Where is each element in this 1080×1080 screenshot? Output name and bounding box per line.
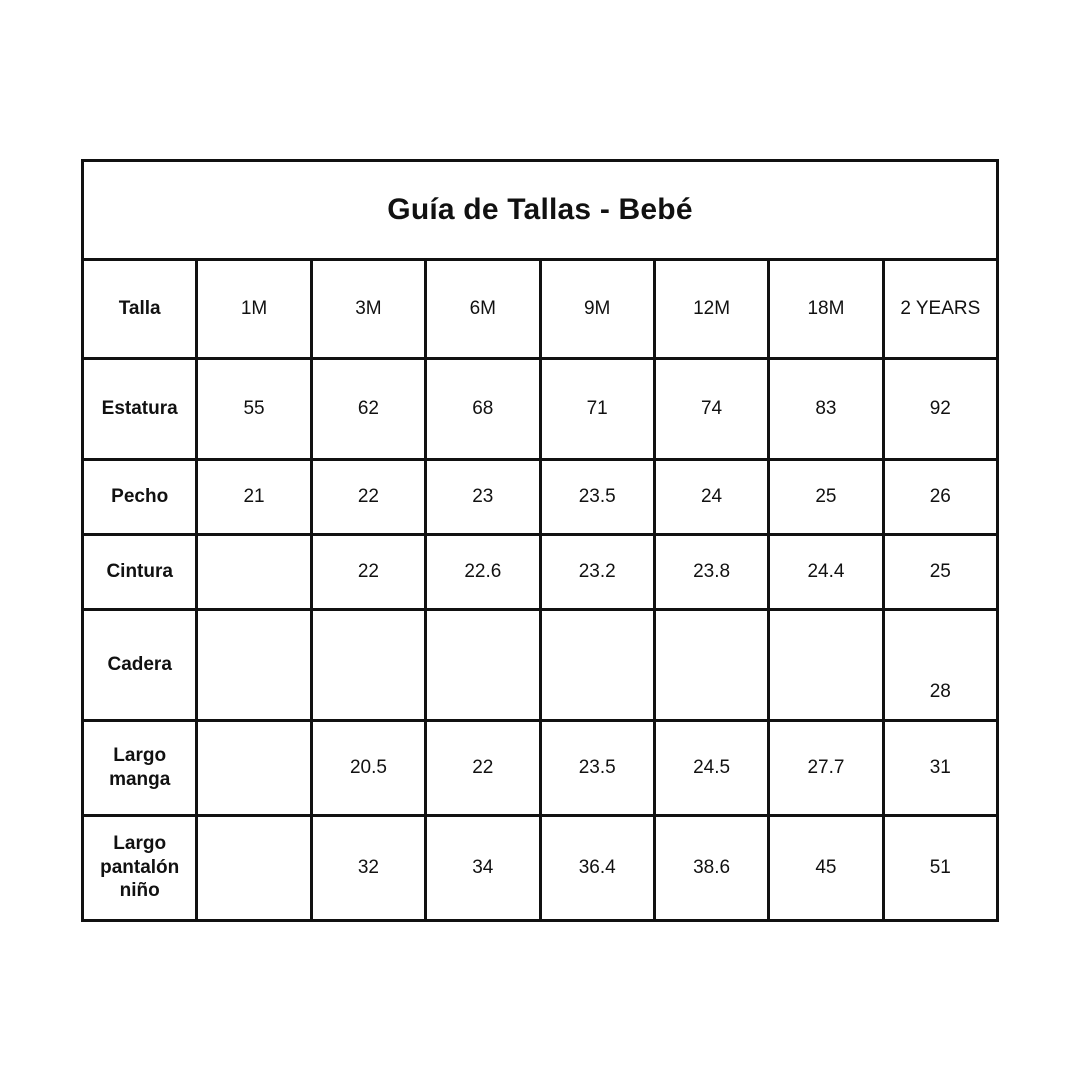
cell-largo-manga-3m: 20.5 (311, 720, 425, 815)
header-size-6m: 6M (426, 259, 540, 358)
header-size-18m: 18M (769, 259, 883, 358)
row-label-pecho: Pecho (83, 459, 197, 534)
cell-pecho-9m: 23.5 (540, 459, 654, 534)
cell-cadera-2years: 28 (883, 609, 997, 720)
table-row (83, 609, 998, 720)
cell-cintura-12m: 23.8 (654, 534, 768, 609)
table-row (83, 459, 998, 534)
cell-estatura-3m: 62 (311, 358, 425, 459)
cell-largo-pantalon-9m: 36.4 (540, 815, 654, 920)
cell-estatura-9m: 71 (540, 358, 654, 459)
cell-largo-pantalon-3m: 32 (311, 815, 425, 920)
cell-largo-manga-1m (197, 720, 311, 815)
cell-cintura-1m (197, 534, 311, 609)
row-label-cadera: Cadera (83, 609, 197, 720)
table-row (83, 815, 998, 920)
cell-pecho-12m: 24 (654, 459, 768, 534)
cell-largo-pantalon-18m: 45 (769, 815, 883, 920)
cell-largo-manga-9m: 23.5 (540, 720, 654, 815)
table-row (83, 534, 998, 609)
cell-estatura-18m: 83 (769, 358, 883, 459)
cell-cintura-3m: 22 (311, 534, 425, 609)
cell-estatura-6m: 68 (426, 358, 540, 459)
header-label-talla: Talla (83, 259, 197, 358)
cell-cadera-6m (426, 609, 540, 720)
row-label-estatura: Estatura (83, 358, 197, 459)
cell-largo-pantalon-12m: 38.6 (654, 815, 768, 920)
cell-pecho-6m: 23 (426, 459, 540, 534)
table-row (83, 358, 998, 459)
cell-cintura-2years: 25 (883, 534, 997, 609)
header-size-3m: 3M (311, 259, 425, 358)
cell-largo-manga-18m: 27.7 (769, 720, 883, 815)
cell-pecho-2years: 26 (883, 459, 997, 534)
cell-cadera-1m (197, 609, 311, 720)
header-size-12m: 12M (654, 259, 768, 358)
cell-estatura-2years: 92 (883, 358, 997, 459)
cell-largo-pantalon-1m (197, 815, 311, 920)
cell-estatura-1m: 55 (197, 358, 311, 459)
cell-cadera-18m (769, 609, 883, 720)
page-title: Guía de Tallas - Bebé (83, 160, 998, 259)
table-title-row (83, 160, 998, 259)
header-size-1m: 1M (197, 259, 311, 358)
cell-cintura-6m: 22.6 (426, 534, 540, 609)
cell-largo-pantalon-2years: 51 (883, 815, 997, 920)
row-label-cintura: Cintura (83, 534, 197, 609)
cell-pecho-18m: 25 (769, 459, 883, 534)
header-size-9m: 9M (540, 259, 654, 358)
cell-cintura-18m: 24.4 (769, 534, 883, 609)
cell-cadera-9m (540, 609, 654, 720)
size-guide-table (81, 159, 999, 922)
cell-cintura-9m: 23.2 (540, 534, 654, 609)
table-row (83, 720, 998, 815)
row-label-largo-manga: Largo manga (83, 720, 197, 815)
cell-cadera-12m (654, 609, 768, 720)
cell-largo-pantalon-6m: 34 (426, 815, 540, 920)
table-header-row (83, 259, 998, 358)
cell-largo-manga-6m: 22 (426, 720, 540, 815)
size-guide-card (81, 159, 999, 922)
cell-pecho-1m: 21 (197, 459, 311, 534)
cell-estatura-12m: 74 (654, 358, 768, 459)
cell-largo-manga-12m: 24.5 (654, 720, 768, 815)
cell-largo-manga-2years: 31 (883, 720, 997, 815)
cell-cadera-3m (311, 609, 425, 720)
cell-pecho-3m: 22 (311, 459, 425, 534)
row-label-largo-pantalon-nino: Largo pantalón niño (83, 815, 197, 920)
header-size-2years: 2 YEARS (883, 259, 997, 358)
